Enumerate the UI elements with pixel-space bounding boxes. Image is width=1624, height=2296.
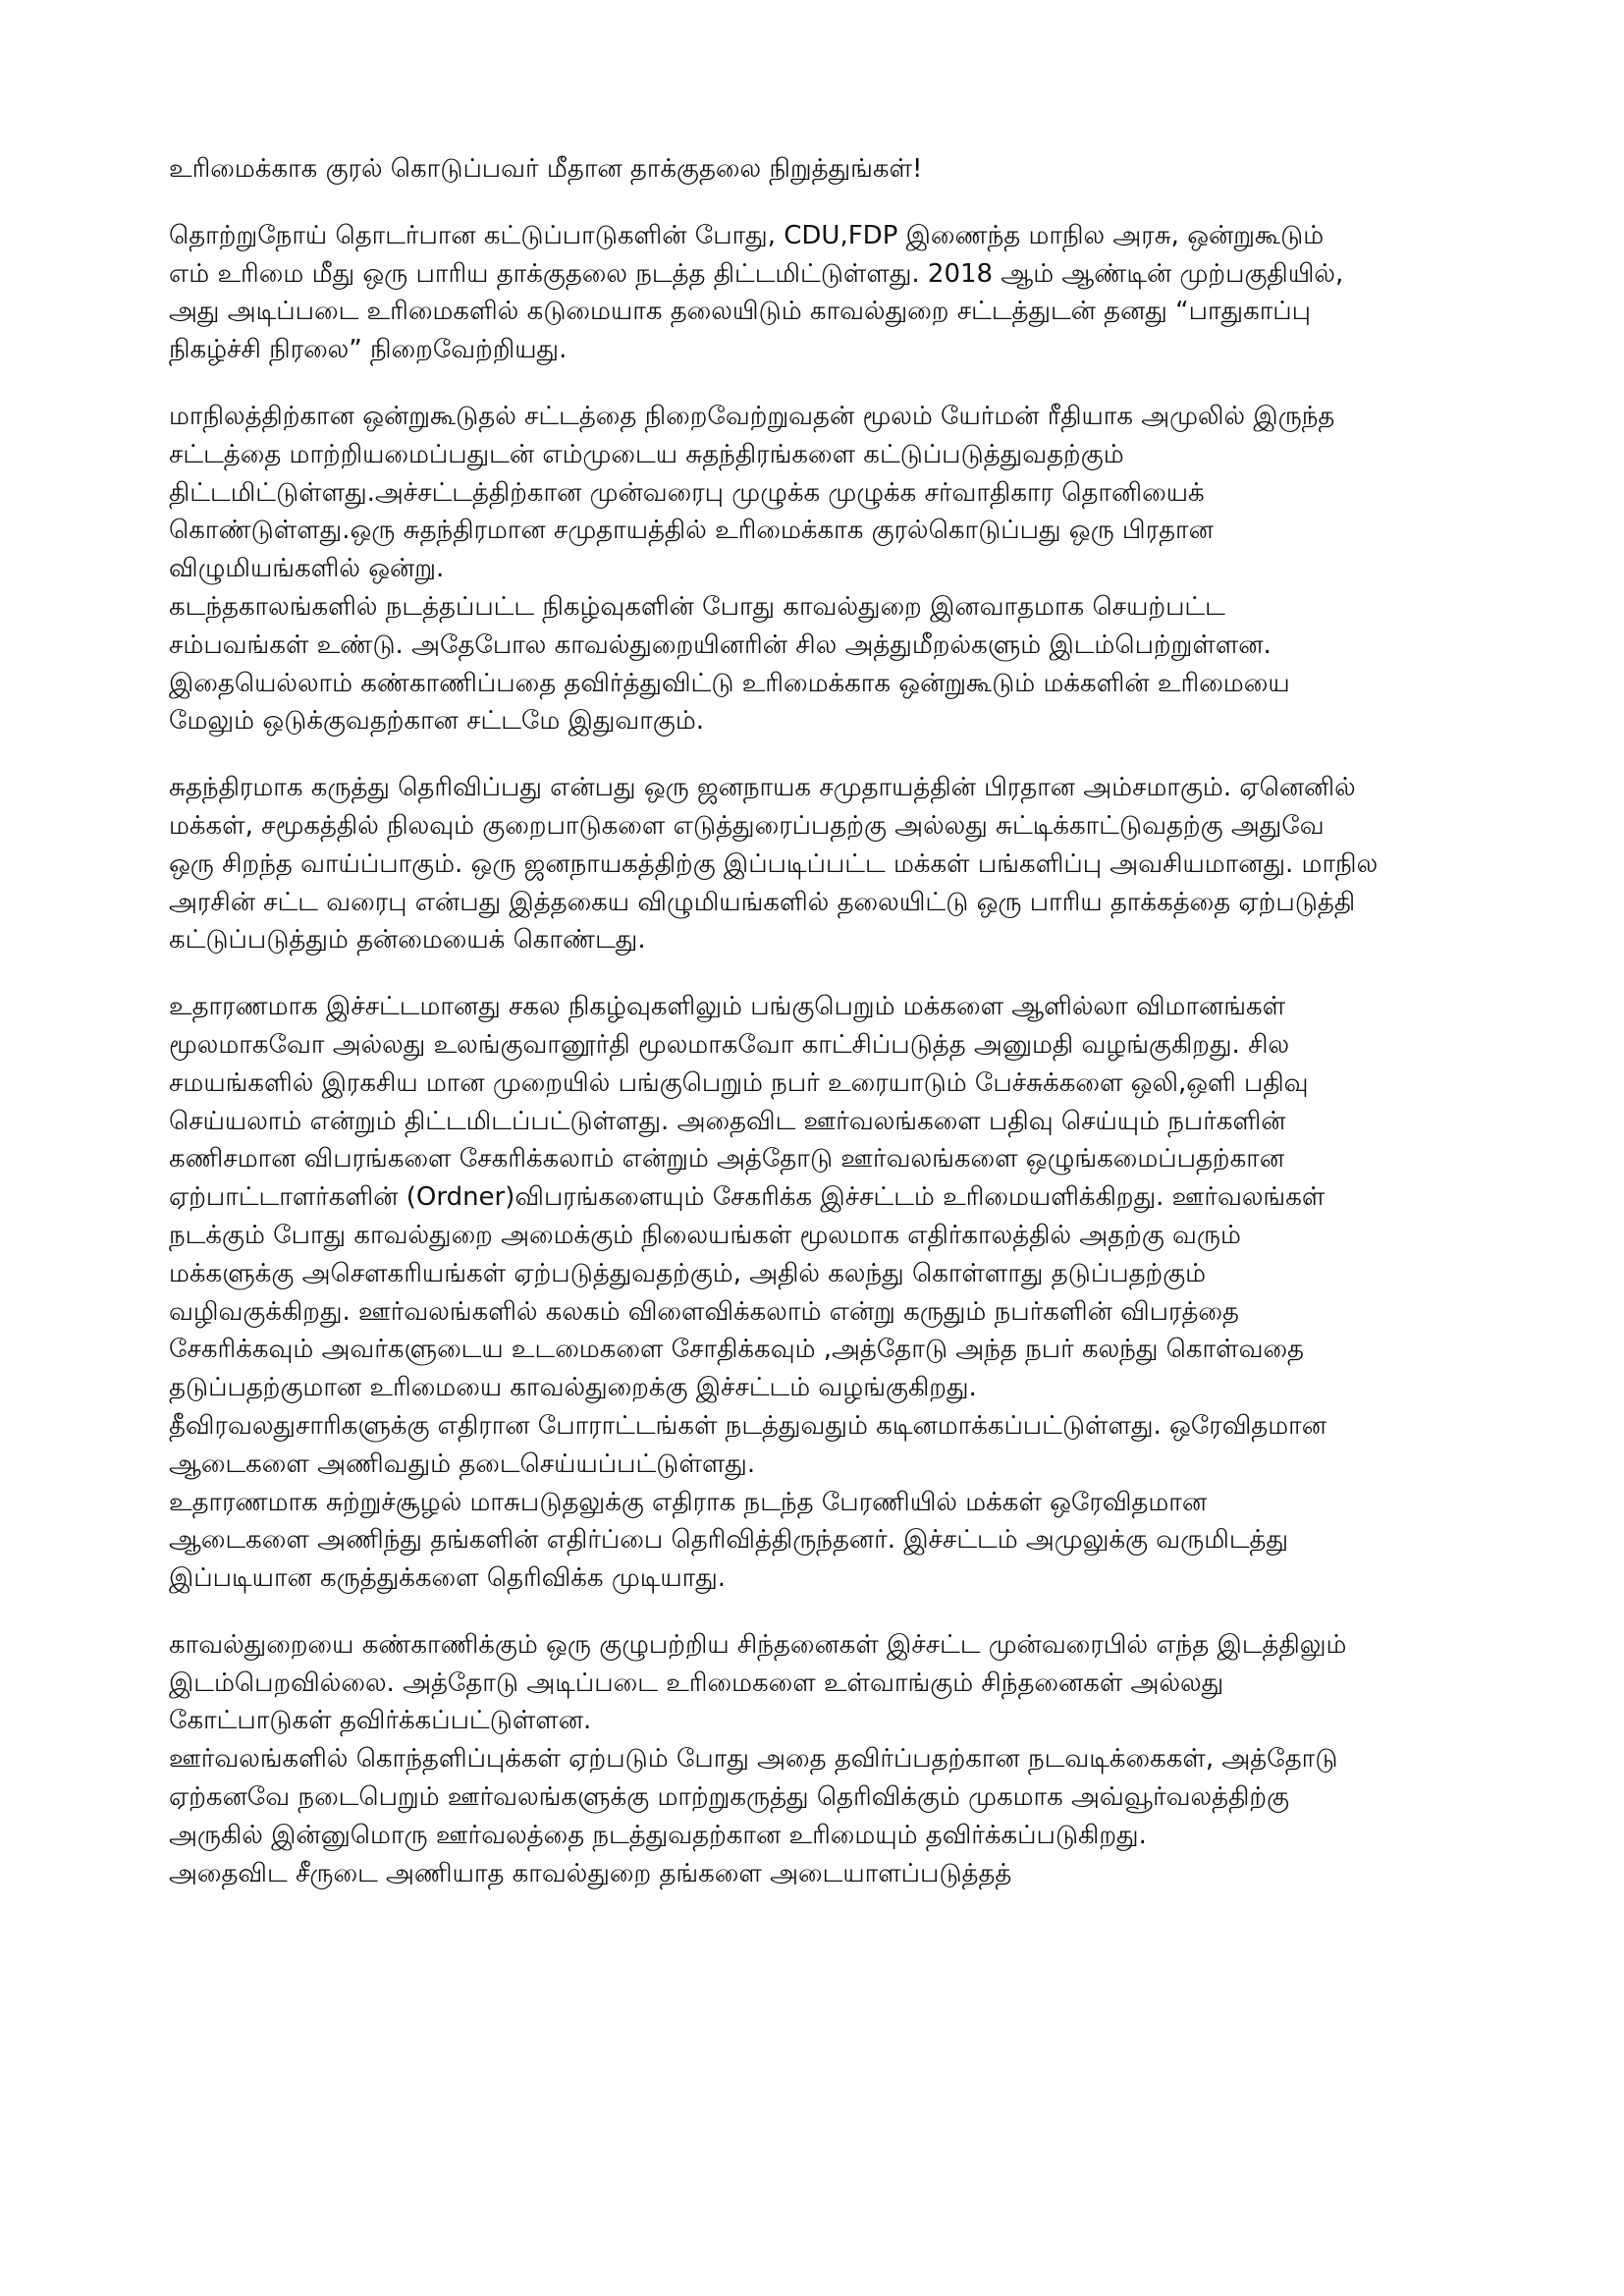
text-line: மாநிலத்திற்கான ஒன்றுகூடுதல் சட்டத்தை நிறைவேற்றுவதன் மூலம் யேர்மன் ரீதியாக அமுலில் இருந்த bbox=[169, 401, 1335, 431]
text-line: கோட்பாடுகள் தவிர்க்கப்பட்டுள்ளன. bbox=[169, 1706, 592, 1736]
text-line: ஏற்பாட்டாளர்களின் (Ordner)விபரங்களையும் சேகரிக்க இச்சட்டம் உரிமையளிக்கிறது. ஊர்வலங்கள் bbox=[169, 1182, 1326, 1213]
text-line: வழிவகுக்கிறது. ஊர்வலங்களில் கலகம் விளைவிக்கலாம் என்று கருதும் நபர்களின் விபரத்தை bbox=[169, 1296, 1239, 1327]
text-line: இதையெல்லாம் கண்காணிப்பதை தவிர்த்துவிட்டு உரிமைக்காக ஒன்றுகூடும் மக்களின் உரிமையை bbox=[169, 668, 1290, 698]
text-line: கணிசமான விபரங்களை சேகரிக்கலாம் என்றும் அத்தோடு ஊர்வலங்களை ஒழுங்கமைப்பதற்கான bbox=[169, 1144, 1285, 1175]
text-line: திட்டமிட்டுள்ளது.அச்சட்டத்திற்கான முன்வரைபு முழுக்க முழுக்க சர்வாதிகார தொனியைக் bbox=[169, 477, 1205, 508]
text-line: சேகரிக்கவும் அவர்களுடைய உடமைகளை சோதிக்கவும் ,அத்தோடு அந்த நபர் கலந்து கொள்வதை bbox=[169, 1335, 1304, 1365]
paragraph-5 bbox=[169, 1626, 1465, 1893]
text-line: கட்டுப்படுத்தும் தன்மையைக் கொண்டது. bbox=[169, 925, 646, 956]
text-line: செய்யலாம் என்றும் திட்டமிடப்பட்டுள்ளது. அதைவிட ஊர்வலங்களை பதிவு செய்யும் நபர்களின் bbox=[169, 1106, 1286, 1136]
paragraph-3 bbox=[169, 769, 1465, 959]
text-line: தடுப்பதற்குமான உரிமையை காவல்துறைக்கு இச்சட்டம் வழங்குகிறது. bbox=[169, 1373, 977, 1403]
paragraph-1 bbox=[169, 217, 1465, 369]
text-line: சுதந்திரமாக கருத்து தெரிவிப்பது என்பது ஒரு ஜனநாயக சமுதாயத்தின் பிரதான அம்சமாகும். ஏனெனில் bbox=[169, 773, 1356, 803]
text-line: இப்படியான கருத்துக்களை தெரிவிக்க முடியாது. bbox=[169, 1563, 727, 1594]
text-line: அருகில் இன்னுமொரு ஊர்வலத்தை நடத்துவதற்கான உரிமையும் தவிர்க்கப்படுகிறது. bbox=[169, 1820, 1147, 1850]
text-line: காவல்துறையை கண்காணிக்கும் ஒரு குழுபற்றிய சிந்தனைகள் இச்சட்ட முன்வரைபில் எந்த இடத்திலும் bbox=[169, 1629, 1347, 1660]
text-line: எம் உரிமை மீது ஒரு பாரிய தாக்குதலை நடத்த திட்டமிட்டுள்ளது. 2018 ஆம் ஆண்டின் முற்பகுதியில், bbox=[169, 258, 1344, 289]
text-line: ஆடைகளை அணிந்து தங்களின் எதிர்ப்பை தெரிவித்திருந்தனர். இச்சட்டம் அமுலுக்கு வருமிடத்து bbox=[169, 1525, 1289, 1556]
text-line: அது அடிப்படை உரிமைகளில் கடுமையாக தலையிடும் காவல்துறை சட்டத்துடன் தனது “பாதுகாப்பு bbox=[169, 297, 1311, 327]
text-line: இடம்பெறவில்லை. அத்தோடு அடிப்படை உரிமைகளை உள்வாங்கும் சிந்தனைகள் அல்லது bbox=[169, 1667, 1224, 1698]
text-line: கடந்தகாலங்களில் நடத்தப்பட்ட நிகழ்வுகளின் போது காவல்துறை இனவாதமாக செயற்பட்ட bbox=[169, 591, 1225, 622]
paragraph-4 bbox=[169, 988, 1465, 1598]
text-line: ஒரு சிறந்த வாய்ப்பாகும். ஒரு ஜனநாயகத்திற்கு இப்படிப்பட்ட மக்கள் பங்களிப்பு அவசியமானது. மாநில bbox=[169, 848, 1379, 879]
text-line: மக்களுக்கு அசௌகரியங்கள் ஏற்படுத்துவதற்கும், அதில் கலந்து கொள்ளாது தடுப்பதற்கும் bbox=[169, 1258, 1207, 1288]
text-line: மேலும் ஒடுக்குவதற்கான சட்டமே இதுவாகும். bbox=[169, 706, 705, 737]
text-line: மக்கள், சமூகத்தில் நிலவும் குறைபாடுகளை எடுத்துரைப்பதற்கு அல்லது சுட்டிக்காட்டுவதற்கு அதுவே bbox=[169, 810, 1325, 841]
document-body bbox=[169, 150, 1465, 1892]
text-line: சமயங்களில் இரகசிய மான முறையில் பங்குபெறும் நபர் உரையாடும் பேச்சுக்களை ஒலி,ஒளி பதிவு bbox=[169, 1067, 1309, 1098]
paragraph-2 bbox=[169, 398, 1465, 740]
text-line: ஏற்கனவே நடைபெறும் ஊர்வலங்களுக்கு மாற்றுகருத்து தெரிவிக்கும் முகமாக அவ்வூர்வலத்திற்கு bbox=[169, 1782, 1290, 1813]
text-line: நடக்கும் போது காவல்துறை அமைக்கும் நிலையங்கள் மூலமாக எதிர்காலத்தில் அதற்கு வரும் bbox=[169, 1220, 1241, 1250]
text-line: விழுமியங்களில் ஒன்று. bbox=[169, 554, 445, 584]
document-title: உரிமைக்காக குரல் கொடுப்பவர் மீதான தாக்குதலை நிறுத்துங்கள்! bbox=[169, 154, 923, 184]
text-line: உதாரணமாக சுற்றுச்சூழல் மாசுபடுதலுக்கு எதிராக நடந்த பேரணியில் மக்கள் ஒரேவிதமான bbox=[169, 1487, 1208, 1517]
text-line: மூலமாகவோ அல்லது உலங்குவானூர்தி மூலமாகவோ காட்சிப்படுத்த அனுமதி வழங்குகிறது. சில bbox=[169, 1029, 1290, 1060]
text-line: சம்பவங்கள் உண்டு. அதேபோல காவல்துறையினரின் சில அத்துமீறல்களும் இடம்பெற்றுள்ளன. bbox=[169, 629, 1272, 660]
text-line: அதைவிட சீருடை அணியாத காவல்துறை தங்களை அடையாளப்படுத்தத் bbox=[169, 1858, 1012, 1888]
text-line: தீவிரவலதுசாரிகளுக்கு எதிரான போராட்டங்கள் நடத்துவதும் கடினமாக்கப்பட்டுள்ளது. ஒரேவிதமான bbox=[169, 1410, 1326, 1441]
text-line: கொண்டுள்ளது.ஒரு சுதந்திரமான சமுதாயத்தில் உரிமைக்காக குரல்கொடுப்பது ஒரு பிரதான bbox=[169, 516, 1214, 546]
text-line: நிகழ்ச்சி நிரலை” நிறைவேற்றியது. bbox=[169, 335, 568, 365]
text-line: ஊர்வலங்களில் கொந்தளிப்புக்கள் ஏற்படும் போது அதை தவிர்ப்பதற்கான நடவடிக்கைகள், அத்தோடு bbox=[169, 1744, 1338, 1775]
text-line: தொற்றுநோய் தொடர்பான கட்டுப்பாடுகளின் போது, CDU,FDP இணைந்த மாநில அரசு, ஒன்றுகூடும் bbox=[169, 220, 1325, 250]
text-line: அரசின் சட்ட வரைபு என்பது இத்தகைய விழுமியங்களில் தலையிட்டு ஒரு பாரிய தாக்கத்தை ஏற்படுத்தி bbox=[169, 887, 1356, 917]
text-line: சட்டத்தை மாற்றியமைப்பதுடன் எம்முடைய சுதந்திரங்களை கட்டுப்படுத்துவதற்கும் bbox=[169, 439, 1124, 469]
text-line: ஆடைகளை அணிவதும் தடைசெய்யப்பட்டுள்ளது. bbox=[169, 1449, 756, 1479]
text-line: உதாரணமாக இச்சட்டமானது சகல நிகழ்வுகளிலும் பங்குபெறும் மக்களை ஆளில்லா விமானங்கள் bbox=[169, 992, 1286, 1022]
